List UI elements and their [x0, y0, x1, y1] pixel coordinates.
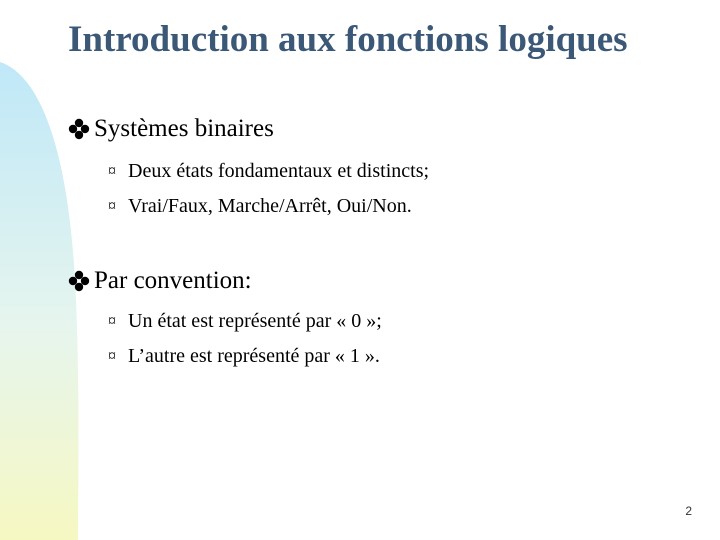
- currency-sign-icon: ¤: [108, 197, 116, 215]
- list-item: [104, 195, 412, 218]
- diamond-four-dots-icon: [68, 118, 90, 140]
- list-item-text: Vrai/Faux, Marche/Arrêt, Oui/Non.: [128, 195, 412, 217]
- accent-wave-shape: [0, 62, 79, 540]
- diamond-four-dots-icon: [68, 270, 90, 292]
- section-heading-text: Systèmes binaires: [94, 115, 274, 142]
- page-number: 2: [685, 504, 692, 518]
- section-heading-text: Par convention:: [94, 267, 252, 294]
- list-item: [104, 310, 382, 333]
- section-heading-convention: [68, 267, 252, 295]
- list-item: [104, 345, 380, 368]
- currency-sign-icon: ¤: [108, 162, 116, 180]
- list-item-text: Deux états fondamentaux et distincts;: [128, 160, 430, 182]
- list-item-text: L’autre est représenté par « 1 ».: [128, 345, 380, 367]
- slide-title: Introduction aux fonctions logiques: [68, 19, 628, 60]
- list-item: [104, 160, 429, 183]
- section-heading-binary-systems: [68, 115, 274, 143]
- currency-sign-icon: ¤: [108, 347, 116, 365]
- currency-sign-icon: ¤: [108, 312, 116, 330]
- list-item-text: Un état est représenté par « 0 »;: [128, 310, 382, 332]
